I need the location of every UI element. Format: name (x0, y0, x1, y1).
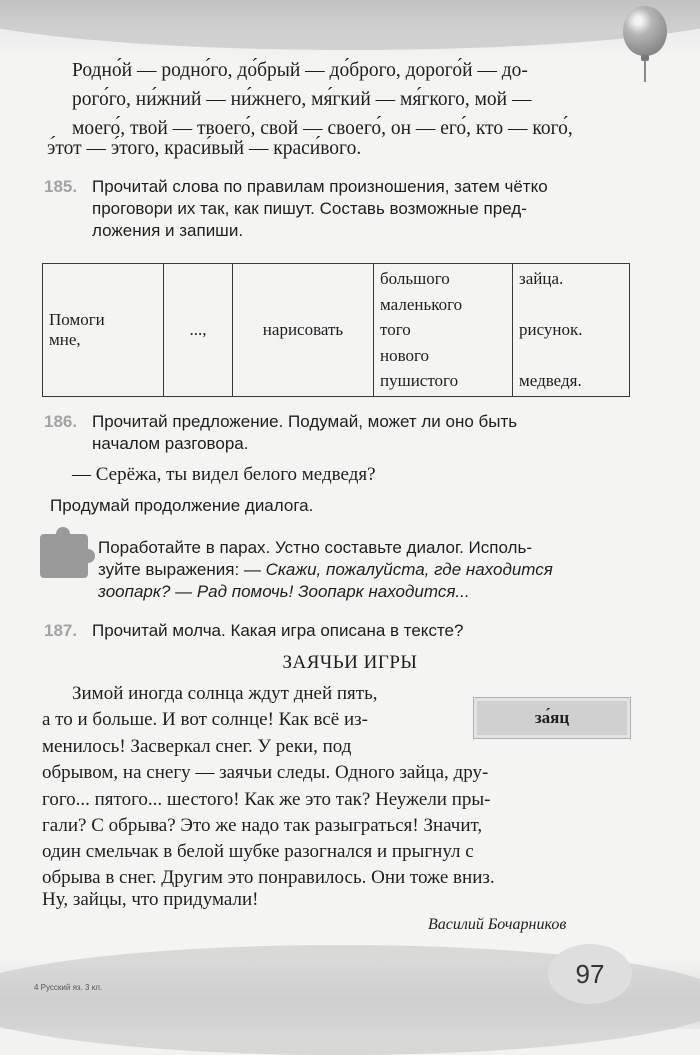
cell-text: Помоги (49, 310, 105, 329)
cell-text: нового (380, 345, 430, 365)
task-text-line: Прочитай слова по правилам произношения, затем чётко (92, 177, 548, 196)
cell-text: зайца. (519, 269, 564, 289)
story-line: гали? С обрыва? Это же надо так разыграться! Значит, (42, 815, 483, 836)
vocabulary-word-box: за́яц (473, 697, 631, 739)
cell-text: того (380, 320, 411, 340)
quote-line: — Серёжа, ты видел белого медведя? (72, 464, 376, 485)
intro-line: Родно́й — родно́го, до́брый — до́брого, дорого́й — до- (72, 60, 528, 81)
task-number: 186. (44, 412, 78, 431)
task-text-line: Продумай продолжение диалога. (50, 496, 314, 515)
cell-text: рисунок. (519, 320, 583, 340)
cell-text: мне, (49, 330, 81, 349)
story-title: ЗАЯЧЬИ ИГРЫ (282, 652, 418, 673)
cell-spacer (519, 292, 623, 318)
cell-spacer (519, 343, 623, 369)
task-text-line: началом разговора. (92, 434, 249, 453)
cell-text: большого (380, 269, 450, 289)
table-cell-nouns (513, 264, 630, 397)
intro-line: моего́, твой — твоего́, свой — своего́, он — его́, кто — кого́, (72, 118, 573, 139)
task-number: 187. (44, 621, 78, 640)
cell-text: пушистого (380, 371, 459, 391)
puzzle-icon (40, 534, 88, 578)
story-author: Василий Бочарников (428, 916, 567, 933)
cell-text: медведя. (519, 371, 582, 391)
intro-line: э́тот — э́того, краси́вый — краси́вого. (47, 138, 362, 159)
task-number: 185. (44, 177, 78, 196)
task-text-line (98, 560, 553, 580)
footer-note: 4 Русский яз. 3 кл. (34, 983, 103, 992)
story-line: обрыва в снег. Другим это понравилось. Они тоже вниз. (42, 867, 495, 888)
story-line: гого... пятого... шестого! Как же это так? Неужели пры- (42, 789, 491, 810)
balloon-icon (623, 6, 667, 56)
intro-line: рого́го, ни́жний — ни́жнего, мя́гкий — мя́гкого, мой — (72, 89, 532, 110)
story-line: Ну, зайцы, что придумали! (42, 889, 259, 910)
table-cell-blank: ..., (164, 264, 233, 397)
story-line: один смельчак в белой шубке разогнался и прыгнул с (42, 841, 474, 862)
task-text-line: зоопарк? — Рад помочь! Зоопарк находится... (98, 582, 470, 601)
task-text-line: Прочитай предложение. Подумай, может ли оно быть (92, 412, 518, 431)
story-line: менилось! Засверкал снег. У реки, под (42, 736, 352, 757)
story-line: обрывом, на снегу — заячьи следы. Одного зайца, дру- (42, 762, 489, 783)
balloon-string (644, 60, 646, 82)
table-cell-subject (43, 264, 164, 397)
task-text-line: ложения и запиши. (92, 221, 244, 240)
page-number: 97 (548, 944, 632, 1004)
table-cell-verb: нарисовать (233, 264, 374, 397)
text-span: зуйте выражения: (98, 560, 244, 579)
italic-span: — Скажи, пожалуйста, где находится (243, 560, 553, 579)
cell-text: маленького (380, 294, 463, 314)
word-table (42, 263, 630, 397)
table-cell-adjectives (374, 264, 513, 397)
task-text-line: Прочитай молча. Какая игра описана в тексте? (92, 621, 464, 640)
story-line: а то и больше. И вот солнце! Как всё из- (42, 709, 368, 730)
task-text-line: Поработайте в парах. Устно составьте диалог. Исполь- (98, 538, 532, 557)
story-line: Зимой иногда солнца ждут дней пять, (72, 683, 378, 704)
task-text-line: проговори их так, как пишут. Составь возможные пред- (92, 199, 527, 218)
